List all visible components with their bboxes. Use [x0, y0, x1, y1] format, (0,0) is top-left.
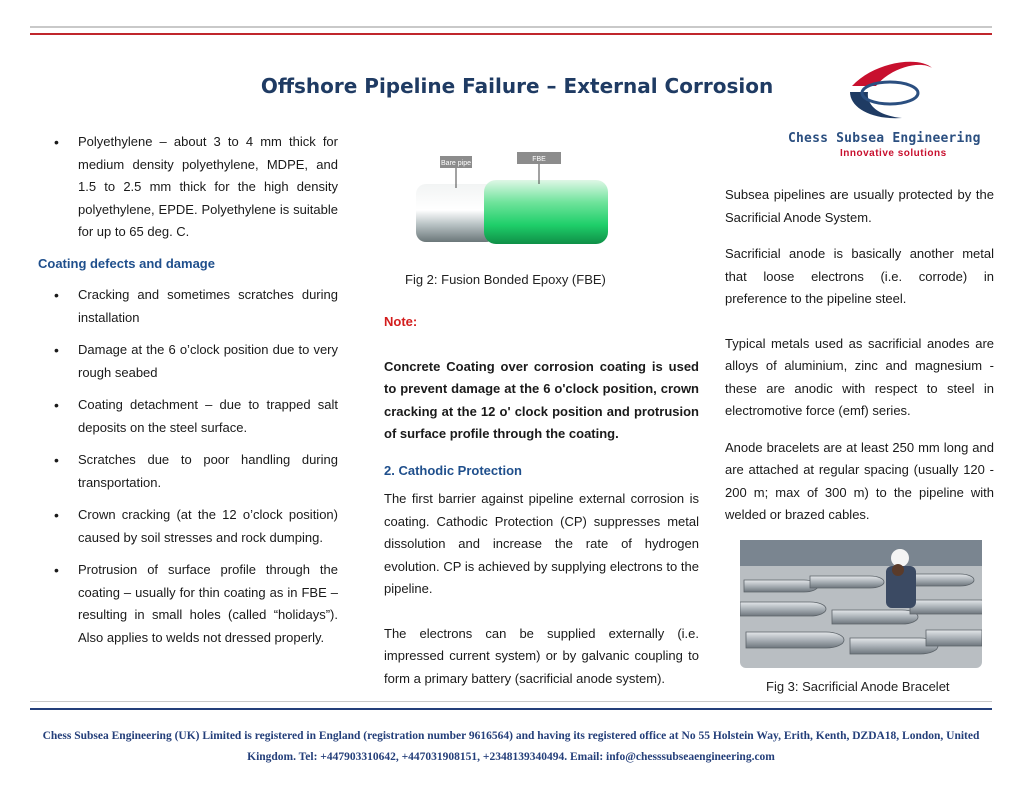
- logo-company-name: Chess Subsea Engineering: [788, 131, 981, 146]
- bottom-rule-gray: [30, 701, 992, 702]
- anode-bracelet-photo: [740, 540, 982, 668]
- anode-bracelet-image: [740, 540, 982, 668]
- list-item: • Protrusion of surface profile through the coating – usually for thin coating as in FBE – resulting in small holes (called “holidays”). Also applies to welds not dressed properly.: [38, 559, 338, 649]
- cathodic-protection-heading: 2. Cathodic Protection: [384, 462, 522, 478]
- note-text: Concrete Coating over corrosion coating is used to prevent damage at the 6 o'clock position, crown cracking at the 12 o' clock position and protrusion of surface profile through the coating.: [384, 358, 699, 441]
- company-logo: [780, 56, 1010, 166]
- left-column: [38, 131, 338, 649]
- list-item: • Scratches due to poor handling during transportation.: [38, 449, 338, 494]
- right-paragraph-1: Subsea pipelines are usually protected by the Sacrificial Anode System.: [725, 187, 994, 225]
- cp-paragraph-1: The first barrier against pipeline external corrosion is coating. Cathodic Protection (CP) suppresses metal dissolution and increase the rate of hydrogen evolution. CP is achieved by supplying electrons to the pipeline.: [384, 491, 699, 596]
- note-label: Note:: [384, 314, 418, 329]
- intro-bullet-list: [38, 131, 338, 244]
- coating-defects-heading: Coating defects and damage: [38, 255, 215, 271]
- defects-bullet-list: [38, 284, 338, 649]
- middle-column: [384, 311, 699, 690]
- list-item: • Crown cracking (at the 12 o’clock position) caused by soil stresses and rock dumping.: [38, 504, 338, 549]
- fbe-figure: [408, 150, 613, 246]
- right-column: [725, 184, 994, 527]
- list-item: • Cracking and sometimes scratches during installation: [38, 284, 338, 329]
- top-rule-gray: [30, 26, 992, 28]
- footer: [30, 726, 992, 768]
- cp-paragraph-2: The electrons can be supplied externally (i.e. impressed current system) or by galvanic coupling to form a primary battery (sacrificial anode system).: [384, 625, 699, 686]
- right-paragraph-3: Typical metals used as sacrificial anodes are alloys of aluminium, zinc and magnesium - these are anodic with respect to steel in electromotive force (emf) series.: [725, 335, 994, 418]
- chess-logo-icon: [780, 56, 1010, 128]
- pipe-illustration: [408, 150, 613, 246]
- list-item: • Damage at the 6 o’clock position due to very rough seabed: [38, 339, 338, 384]
- fig3-caption: Fig 3: Sacrificial Anode Bracelet: [766, 679, 950, 694]
- right-paragraph-4: Anode bracelets are at least 250 mm long and are attached at regular spacing (usually 120 - 200 m; max of 300 m) to the pipeline with welded or brazed cables.: [725, 439, 994, 522]
- footer-line-1: Chess Subsea Engineering (UK) Limited is registered in England (registration number 9616564) and having its registered office at No 55 Holstein Way, Erith, Kenth, DZDA18, London, United: [42, 730, 980, 742]
- list-item: • Polyethylene – about 3 to 4 mm thick for medium density polyethylene, MDPE, and 1.5 to 2.5 mm thick for the high density polyethylene, EPDE. Polyethylene is suitable for up to 65 deg. C.: [38, 131, 338, 244]
- bare-pipe-label: Bare pipe: [441, 160, 471, 167]
- list-item: • Coating detachment – due to trapped salt deposits on the steel surface.: [38, 394, 338, 439]
- footer-line-2: Kingdom. Tel: +447903310642, +447031908151, +2348139340494. Email: info@chesssubseaengineering.com: [247, 751, 775, 763]
- logo-tagline: Innovative solutions: [840, 148, 947, 159]
- page-title: Offshore Pipeline Failure – External Corrosion: [260, 74, 774, 98]
- top-rule-red: [30, 33, 992, 35]
- right-paragraph-2: Sacrificial anode is basically another metal that loose electrons (i.e. corrode) in preference to the pipeline steel.: [725, 246, 994, 306]
- fig2-caption: Fig 2: Fusion Bonded Epoxy (FBE): [405, 272, 606, 287]
- fbe-label: FBE: [532, 156, 546, 163]
- bottom-rule-navy: [30, 708, 992, 710]
